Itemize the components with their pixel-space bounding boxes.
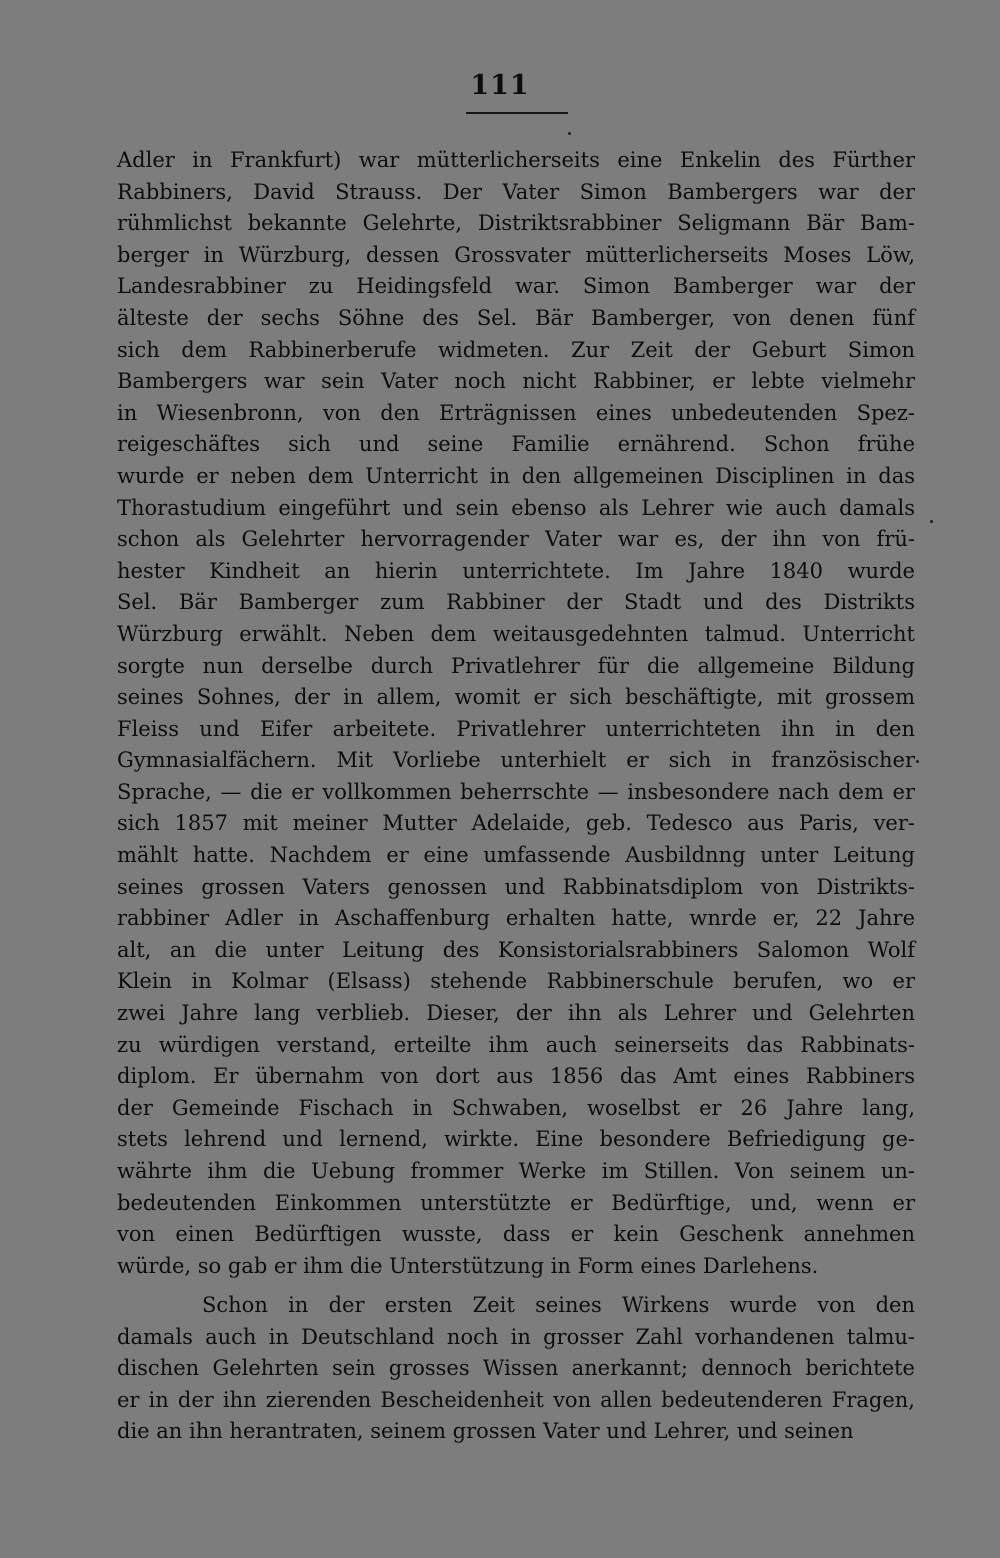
text-line: Sprache, — die er vollkommen beherrschte — insbesondere nach dem er [117, 779, 915, 804]
text-line: rabbiner Adler in Aschaffenburg erhalten hatte, wnrde er, 22 Jahre [117, 906, 915, 931]
text-line: Klein in Kolmar (Elsass) stehende Rabbinerschule berufen, wo er [117, 969, 915, 994]
text-line: Gymnasialfächern. Mit Vorliebe unterhielt er sich in französischer [117, 748, 915, 773]
text-line: damals auch in Deutschland noch in grosser Zahl vorhandenen talmu- [117, 1324, 915, 1349]
text-line: diplom. Er übernahm von dort aus 1856 das Amt eines Rabbiners [117, 1064, 915, 1089]
scan-speck [930, 520, 933, 523]
text-line: zwei Jahre lang verblieb. Dieser, der ihn als Lehrer und Gelehrten [117, 1001, 915, 1026]
text-line: von einen Bedürftigen wusste, dass er kein Geschenk annehmen [117, 1222, 915, 1247]
text-line: berger in Würzburg, dessen Grossvater mütterlicherseits Moses Löw, [117, 242, 915, 267]
scan-speck [568, 132, 571, 135]
paragraph-1 [117, 145, 915, 1282]
text-line: alt, an die unter Leitung des Konsistorialsrabbiners Salomon Wolf [117, 937, 915, 962]
text-line: sorgte nun derselbe durch Privatlehrer für die allgemeine Bildung [117, 653, 915, 678]
text-line: Schon in der ersten Zeit seines Wirkens wurde von den [202, 1293, 915, 1317]
text-line: währte ihm die Uebung frommer Werke im Stillen. Von seinem un- [117, 1159, 915, 1183]
text-line: Sel. Bär Bamberger zum Rabbiner der Stadt und des Distrikts [117, 590, 915, 615]
text-line: sich 1857 mit meiner Mutter Adelaide, geb. Tedesco aus Paris, ver- [117, 811, 915, 836]
text-line: würde, so gab er ihm die Unterstützung in Form eines Darlehens. [117, 1253, 819, 1278]
text-line: Fleiss und Eifer arbeitete. Privatlehrer unterrichteten ihn in den [117, 716, 915, 741]
text-line: schon als Gelehrter hervorragender Vater war es, der ihn von frü- [117, 527, 915, 552]
text-line: Rabbiners, David Strauss. Der Vater Simon Bambergers war der [117, 179, 915, 204]
text-line: Bambergers war sein Vater noch nicht Rabbiner, er lebte vielmehr [117, 369, 915, 394]
text-line: Würzburg erwählt. Neben dem weitausgedehnten talmud. Unterricht [117, 621, 915, 646]
text-line: mählt hatte. Nachdem er eine umfassende Ausbildnng unter Leitung [117, 843, 915, 868]
page-number-rule [466, 112, 568, 114]
text-line: zu würdigen verstand, erteilte ihm auch seinerseits das Rabbinats- [117, 1032, 915, 1057]
text-line: der Gemeinde Fischach in Schwaben, woselbst er 26 Jahre lang, [117, 1095, 915, 1120]
text-line: wurde er neben dem Unterricht in den allgemeinen Disciplinen in das [117, 463, 915, 488]
text-line: sich dem Rabbinerberufe widmeten. Zur Zeit der Geburt Simon [117, 337, 915, 362]
text-line: seines grossen Vaters genossen und Rabbinatsdiplom von Distrikts- [117, 874, 915, 899]
text-line: Adler in Frankfurt) war mütterlicherseits eine Enkelin des Fürther [117, 148, 915, 172]
text-line: dischen Gelehrten sein grosses Wissen anerkannt; dennoch berichtete [117, 1356, 915, 1381]
paragraph-2 [117, 1290, 915, 1448]
text-line: älteste der sechs Söhne des Sel. Bär Bamberger, von denen fünf [117, 305, 915, 330]
text-line: Landesrabbiner zu Heidingsfeld war. Simon Bamberger war der [117, 274, 915, 299]
text-line: er in der ihn zierenden Bescheidenheit von allen bedeutenderen Fragen, [117, 1387, 915, 1412]
text-line: Thorastudium eingeführt und sein ebenso als Lehrer wie auch damals [117, 495, 915, 520]
text-line: rühmlichst bekannte Gelehrte, Distriktsrabbiner Seligmann Bär Bam- [117, 211, 915, 236]
text-line: die an ihn herantraten, seinem grossen Vater und Lehrer, und seinen [117, 1419, 854, 1444]
scan-speck [916, 760, 919, 763]
text-line: hester Kindheit an hierin unterrichtete. Im Jahre 1840 wurde [117, 558, 915, 583]
text-line: in Wiesenbronn, von den Erträgnissen eines unbedeutenden Spez- [117, 400, 915, 425]
text-line: seines Sohnes, der in allem, womit er sich beschäftigte, mit grossem [117, 685, 915, 710]
text-line: reigeschäftes sich und seine Familie ernährend. Schon frühe [117, 432, 915, 457]
page-number: 111 [470, 70, 530, 101]
text-line: stets lehrend und lernend, wirkte. Eine besondere Befriedigung ge- [117, 1127, 915, 1152]
text-line: bedeutenden Einkommen unterstützte er Bedürftige, und, wenn er [117, 1190, 915, 1215]
